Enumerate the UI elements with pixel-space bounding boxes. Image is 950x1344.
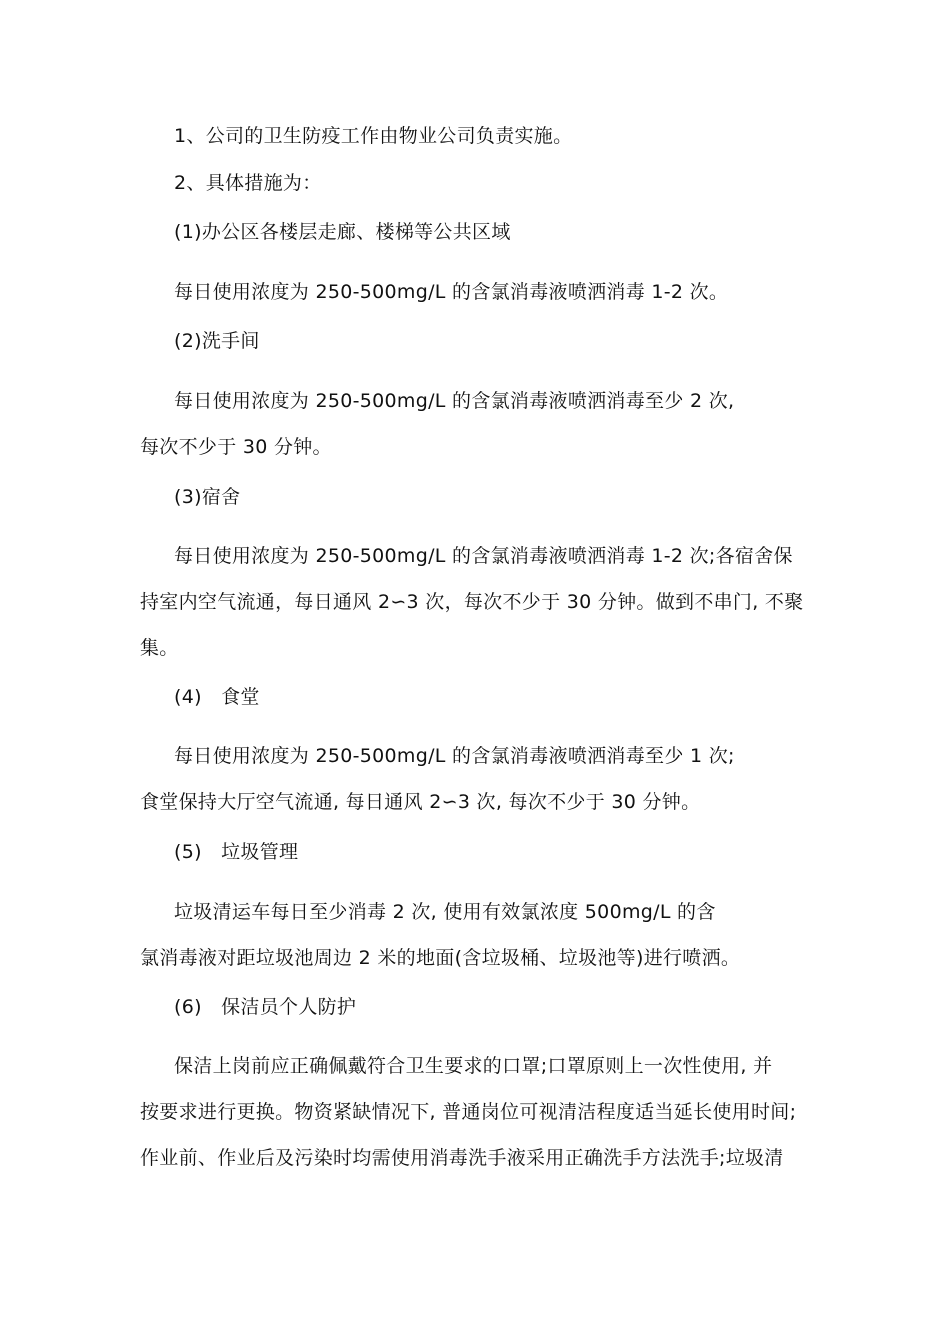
section-6-paragraph-line: 作业前、作业后及污染时均需使用消毒洗手液采用正确洗手方法洗手;垃圾清 (140, 1147, 784, 1169)
section-3-paragraph-line: 集。 (140, 637, 179, 659)
section-6-heading: (6) 保洁员个人防护 (174, 996, 357, 1018)
section-1-paragraph-line: 每日使用浓度为 250-500mg/L 的含氯消毒液喷洒消毒 1-2 次。 (174, 281, 729, 303)
section-2-heading: (2)洗手间 (174, 330, 260, 352)
section-5-paragraph-line: 氯消毒液对距垃圾池周边 2 米的地面(含垃圾桶、垃圾池等)进行喷洒。 (140, 947, 741, 969)
section-6-paragraph-line: 按要求进行更换。物资紧缺情况下, 普通岗位可视清洁程度适当延长使用时间; (140, 1101, 797, 1123)
section-2-paragraph-line: 每日使用浓度为 250-500mg/L 的含氯消毒液喷洒消毒至少 2 次, (174, 390, 735, 412)
section-4-heading: (4) 食堂 (174, 686, 260, 708)
section-1-heading: (1)办公区各楼层走廊、楼梯等公共区域 (174, 221, 511, 243)
section-4-paragraph-line: 食堂保持大厅空气流通, 每日通风 2∽3 次, 每次不少于 30 分钟。 (140, 791, 701, 813)
section-6-paragraph-line: 保洁上岗前应正确佩戴符合卫生要求的口罩;口罩原则上一次性使用, 并 (174, 1055, 773, 1077)
item-2-heading: 2、具体措施为： (174, 172, 322, 194)
section-3-heading: (3)宿舍 (174, 486, 241, 508)
section-3-paragraph-line: 每日使用浓度为 250-500mg/L 的含氯消毒液喷洒消毒 1-2 次;各宿舍保 (174, 545, 793, 567)
section-5-heading: (5) 垃圾管理 (174, 841, 299, 863)
item-1-text: 1、公司的卫生防疫工作由物业公司负责实施。 (174, 125, 573, 147)
section-5-paragraph-line: 垃圾清运车每日至少消毒 2 次, 使用有效氯浓度 500mg/L 的含 (174, 901, 716, 923)
section-4-paragraph-line: 每日使用浓度为 250-500mg/L 的含氯消毒液喷洒消毒至少 1 次; (174, 745, 735, 767)
section-2-paragraph-line: 每次不少于 30 分钟。 (140, 436, 332, 458)
section-3-paragraph-line: 持室内空气流通，每日通风 2∽3 次，每次不少于 30 分钟。做到不串门, 不聚 (140, 591, 804, 613)
